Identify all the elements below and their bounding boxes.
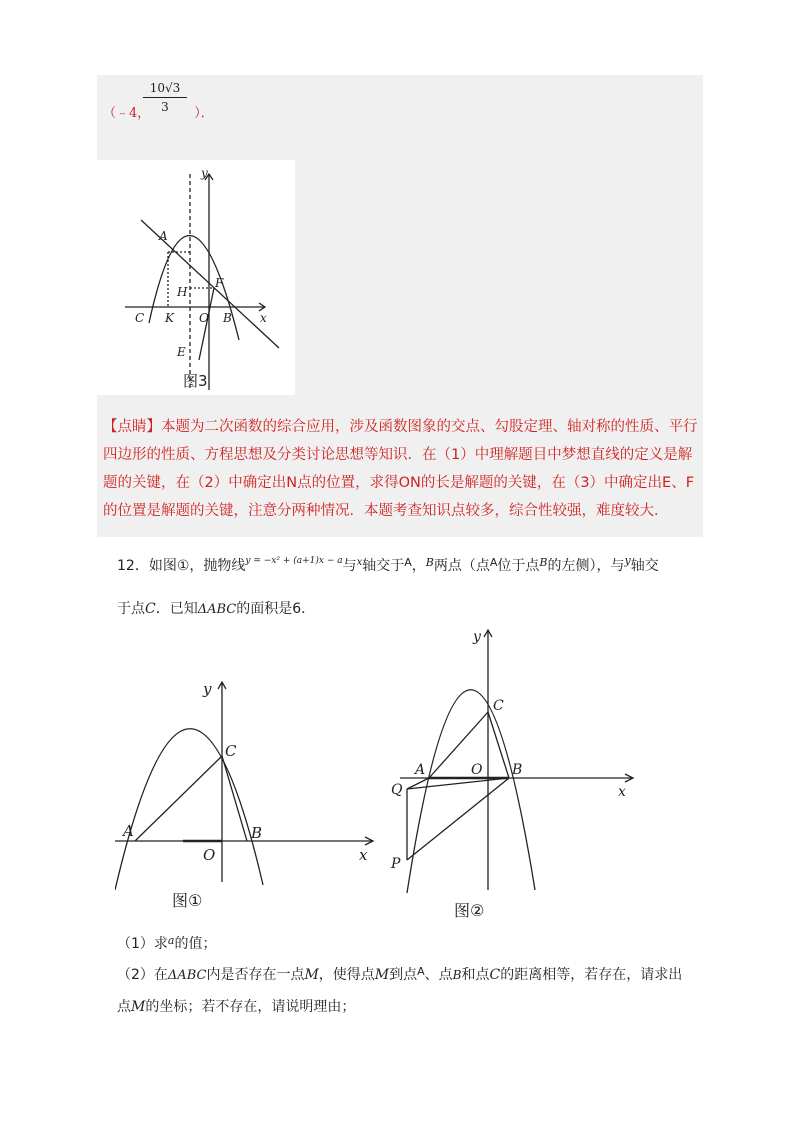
label-b: B [251, 824, 263, 842]
label-y: y [203, 680, 212, 698]
q-text: 的面积是 [236, 601, 293, 617]
label-f: F [215, 276, 224, 290]
part-text: 、点 [424, 967, 453, 983]
question-number: 12． [117, 558, 149, 574]
label-y: y [201, 166, 208, 180]
part-text: （2）在 [117, 967, 168, 983]
var-m: M [131, 999, 146, 1015]
triangle-abc: ΔABC [167, 968, 207, 983]
label-x: x [260, 311, 267, 325]
q-text: 的左侧），与 [547, 558, 625, 574]
q-text: ， [411, 558, 426, 574]
part-text: 内是否存在一点 [206, 967, 305, 983]
part-1 [117, 933, 216, 953]
fraction-denominator: 3 [161, 100, 169, 114]
part-text: 到点 [389, 967, 418, 983]
parabola-formula: y = −x² + (a+1)x − a [245, 556, 343, 566]
var-c: C [145, 601, 156, 617]
segment-ac [135, 756, 222, 841]
comment-paragraph [103, 413, 700, 525]
var-m: M [374, 967, 390, 983]
segment-cb [222, 756, 247, 841]
answer-close: ）． [194, 106, 214, 121]
label-a: A [123, 822, 134, 840]
label-b: B [223, 311, 232, 325]
part-text: 点 [117, 999, 131, 1015]
q-text: 如图①，抛物线 [148, 558, 246, 574]
fraction-numerator: 10√3 [149, 81, 181, 95]
label-q: Q [391, 782, 403, 798]
label-o: O [471, 762, 483, 778]
figure-3-svg [97, 160, 295, 395]
triangle-abc: ΔABC [197, 602, 237, 617]
q-text: 两点（点 [433, 558, 490, 574]
answer-open: （﹣4， [103, 106, 151, 121]
label-a: A [159, 229, 168, 243]
var-b: B [425, 556, 434, 569]
label-o: O [203, 846, 216, 864]
label-c: C [225, 742, 237, 760]
comment-tag: 【点睛】 [103, 419, 161, 435]
figure-1-svg [115, 680, 375, 910]
label-x: x [618, 784, 626, 800]
segment-qb [407, 778, 509, 789]
parabola [407, 690, 535, 893]
var-x: x [356, 557, 363, 568]
var-c: C [489, 967, 501, 983]
area-value: 6 [292, 601, 302, 617]
part-2-line-2 [117, 996, 355, 1016]
label-y: y [473, 629, 481, 645]
var-a: A [417, 965, 425, 978]
q-text: 轴交 [630, 558, 659, 574]
part-text: 的距离相等，若存在，请求出 [500, 967, 683, 983]
label-e: E [177, 345, 186, 359]
question-line-2 [117, 598, 315, 618]
figure-3 [97, 160, 295, 395]
q-text: ．已知 [155, 601, 198, 617]
part-text: ，使得点 [318, 967, 375, 983]
question-line-1 [117, 554, 659, 575]
var-b: B [452, 968, 462, 982]
q-text: 位于点 [497, 558, 540, 574]
q-text: 与 [342, 558, 357, 574]
label-a: A [415, 762, 426, 778]
answer-coordinate [103, 102, 214, 121]
label-x: x [359, 846, 368, 864]
var-b: B [539, 556, 548, 569]
segment-cb [488, 712, 509, 778]
var-y: y [624, 554, 631, 567]
part-text: 的坐标；若不存在，请说明理由； [145, 999, 356, 1015]
part-2-line-1 [117, 964, 682, 984]
label-b: B [512, 762, 523, 778]
part-text: 的值； [174, 936, 217, 952]
label-h: H [177, 285, 188, 299]
q-text: 轴交于 [362, 558, 405, 574]
var-a: A [489, 556, 498, 569]
parabola [115, 729, 263, 890]
var-a: A [404, 556, 412, 569]
q-text: ． [301, 601, 316, 617]
q-text: 于点 [117, 601, 145, 617]
label-k: K [165, 311, 174, 325]
segment-pb [407, 778, 509, 860]
label-p: P [391, 856, 401, 872]
figure-1 [115, 680, 375, 910]
label-c: C [135, 311, 145, 325]
label-c: C [493, 698, 504, 714]
fig3-caption: 图3 [183, 372, 208, 390]
fraction-bar [143, 97, 187, 98]
label-o: O [199, 311, 209, 325]
part-text: （1）求 [117, 936, 168, 952]
var-m: M [304, 967, 319, 983]
comment-text: 本题为二次函数的综合应用，涉及函数图象的交点、勾股定理、轴对称的性质、平行四边形的性质、方程思想及分类讨论思想等知识．在（1）中理解题目中梦想直线的定义是解题的关键，在（2）中确定出N点的位置，求得ON的长是解题的关键，在（3）中确定出E、F的位置是解题的关键，注意分两种情况．本题考查知识点较多，综合性较强，难度较大． [103, 419, 698, 519]
figure-2 [385, 628, 645, 893]
figure-2-svg [385, 628, 645, 893]
fig2-caption: 图② [454, 901, 485, 920]
fig1-caption: 图① [172, 891, 203, 910]
part-text: 和点 [461, 967, 490, 983]
var-a: a [167, 934, 175, 947]
